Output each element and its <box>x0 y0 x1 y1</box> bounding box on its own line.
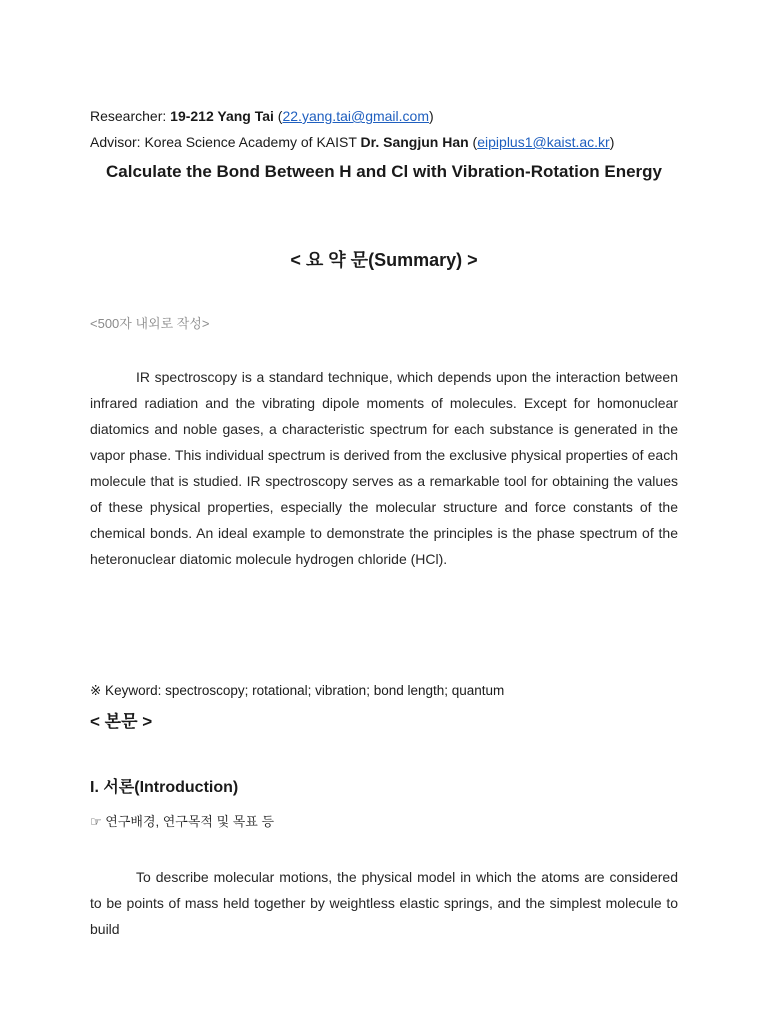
introduction-paragraph <box>90 864 678 942</box>
researcher-paren-open: ( <box>273 108 283 124</box>
advisor-line <box>90 133 614 151</box>
researcher-email-link[interactable]: 22.yang.tai@gmail.com <box>282 108 429 124</box>
keyword-line: ※ Keyword: spectroscopy; rotational; vibration; bond length; quantum <box>90 683 505 698</box>
body-heading: < 본문 > <box>90 712 153 731</box>
introduction-heading: I. 서론(Introduction) <box>90 779 239 796</box>
introduction-paragraph-text: To describe molecular motions, the physical model in which the atoms are considered to be points of mass held together by weightless elastic springs, and the simplest molecule to build <box>90 869 678 937</box>
summary-heading: < 요 약 문(Summary) > <box>290 250 478 270</box>
summary-length-note: <500자 내외로 작성> <box>90 316 210 331</box>
researcher-name: 19-212 Yang Tai <box>170 108 274 124</box>
advisor-email-link[interactable]: eipiplus1@kaist.ac.kr <box>477 134 610 150</box>
researcher-line <box>90 107 434 125</box>
advisor-paren-close: ) <box>609 134 615 150</box>
introduction-guide-note: ☞ 연구배경, 연구목적 및 목표 등 <box>90 814 275 829</box>
summary-paragraph <box>90 364 678 572</box>
summary-paragraph-text: IR spectroscopy is a standard technique, which depends upon the interaction between infrared radiation and the vibrating dipole moments of molecules. Except for homonuclear diatomics and noble gases, a characteristic spectrum for each substance is generated in the vapor phase. This individual spectrum is derived from the exclusive physical properties of each molecule that is studied. IR spectroscopy serves as a remarkable tool for obtaining the values of these physical properties, especially the molecular structure and force constants of the chemical bonds. An ideal example to demonstrate the principles is the phase spectrum of the heteronuclear diatomic molecule hydrogen chloride (HCl). <box>90 369 678 567</box>
document-title: Calculate the Bond Between H and Cl with Vibration-Rotation Energy <box>105 162 662 181</box>
advisor-paren-open: ( <box>468 134 478 150</box>
advisor-label: Advisor: Korea Science Academy of KAIST <box>90 134 361 150</box>
researcher-paren-close: ) <box>429 108 434 124</box>
advisor-name: Dr. Sangjun Han <box>360 134 469 150</box>
researcher-label: Researcher: <box>90 108 171 124</box>
